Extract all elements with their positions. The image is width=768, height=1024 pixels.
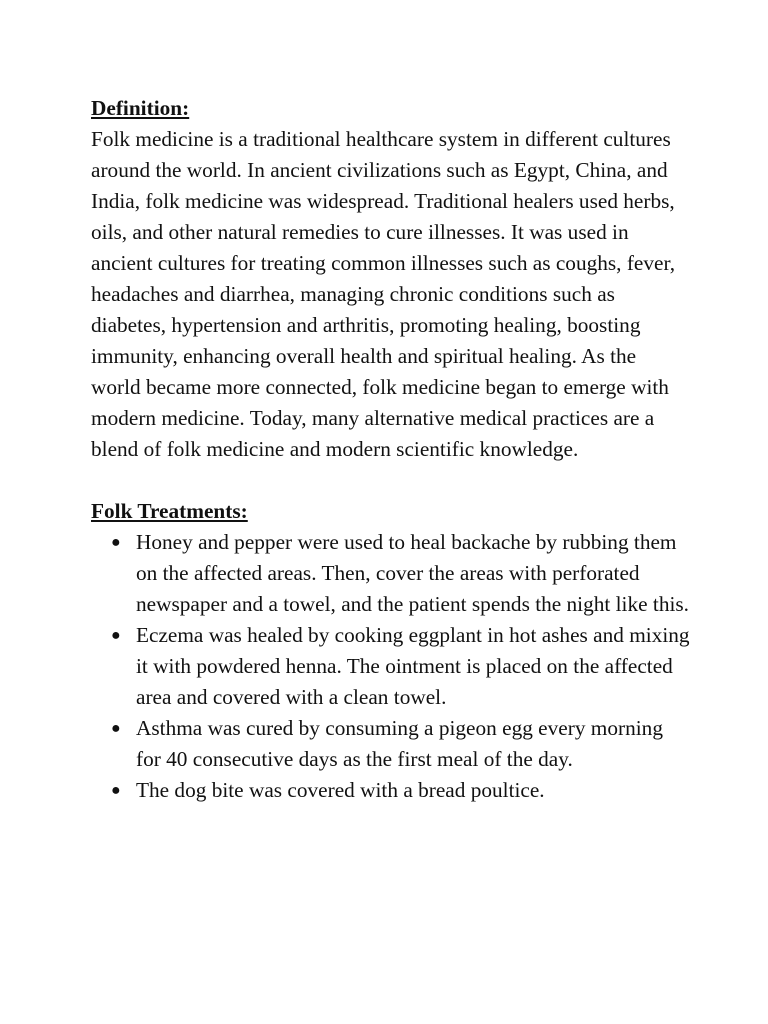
definition-heading: Definition:: [91, 96, 190, 120]
definition-paragraph: Folk medicine is a traditional healthcare system in different cultures around the world. In ancient civilizations such as Egypt, China, and India, folk medicine was widespread. Traditional healers used herbs, oils, and other natural remedies to cure illnesses. It was used in ancient cultures for treating common illnesses such as coughs, fever, headaches and diarrhea, managing chronic conditions such as diabetes, hypertension and arthritis, promoting healing, boosting immunity, enhancing overall health and spiritual healing. As the world became more connected, folk medicine began to emerge with modern medicine. Today, many alternative medical practices are a blend of folk medicine and modern scientific knowledge.: [91, 127, 676, 461]
list-item-text: Eczema was healed by cooking eggplant in hot ashes and mixing it with powdered henna. The ointment is placed on the affected area and covered with a clean towel.: [136, 623, 690, 709]
treatments-list: [91, 527, 691, 806]
bullet-icon: ●: [111, 782, 121, 799]
folk-treatments-heading: Folk Treatments:: [91, 499, 248, 523]
list-item-text: The dog bite was covered with a bread poultice.: [136, 778, 545, 802]
list-item-text: Asthma was cured by consuming a pigeon egg every morning for 40 consecutive days as the first meal of the day.: [136, 716, 663, 771]
section-spacer: [91, 465, 691, 496]
list-item: [91, 527, 691, 620]
list-item-text: Honey and pepper were used to heal backache by rubbing them on the affected areas. Then, cover the areas with perforated newspaper and a towel, and the patient spends the night like this.: [136, 530, 689, 616]
list-item: [91, 775, 691, 806]
list-item: [91, 713, 691, 775]
bullet-icon: ●: [111, 627, 121, 644]
document-page: [91, 93, 691, 806]
list-item: [91, 620, 691, 713]
bullet-icon: ●: [111, 534, 121, 551]
bullet-icon: ●: [111, 720, 121, 737]
